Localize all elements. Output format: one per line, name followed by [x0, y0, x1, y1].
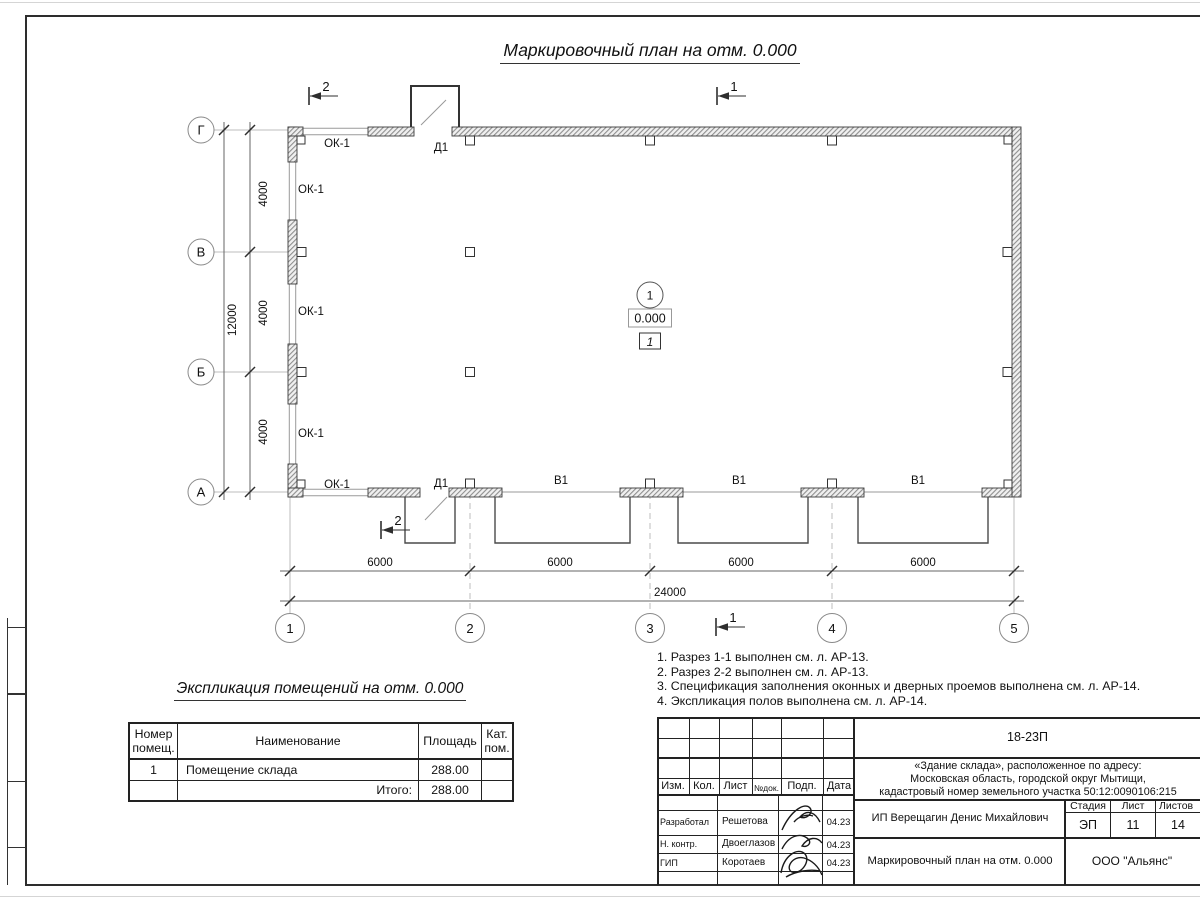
room-number-cell: 1 [129, 759, 178, 780]
dimension-lines [224, 122, 1024, 601]
tb-header-izm: Изм. [661, 780, 685, 792]
tb-name-developer: Решетова [722, 816, 768, 827]
col-room-line1: Номер [134, 727, 173, 741]
window-mark: ОК-1 [298, 306, 324, 318]
note-line: 3. Спецификация заполнения оконных и дверных проемов выполнена см. л. АР-14. [657, 679, 1141, 694]
frame-bottom-line [25, 884, 1200, 886]
explication-title [125, 680, 515, 701]
room-cat-cell [482, 759, 514, 780]
room-name-cell: Помещение склада [178, 759, 419, 780]
section-mark-1-bottom [716, 610, 745, 636]
dim-4000: 4000 [258, 419, 270, 445]
dim-6000: 6000 [367, 557, 393, 569]
gate-mark: В1 [553, 475, 569, 487]
col-area: Площадь [419, 723, 482, 759]
tb-stage-label: Стадия [1070, 800, 1106, 812]
door-mark: Д1 [433, 478, 449, 490]
window-mark: ОК-1 [324, 479, 350, 491]
tb-project-code: 18-23П [1007, 730, 1048, 744]
gate-mark: В1 [731, 475, 747, 487]
tb-sheets-value: 14 [1171, 818, 1185, 832]
tb-sheet-value: 11 [1126, 818, 1140, 832]
total-label-cell: Итого: [178, 780, 419, 801]
note-line: 1. Разрез 1-1 выполнен см. л. АР-13. [657, 650, 869, 664]
explication-title-text: Экспликация помещений на отм. 0.000 [174, 680, 467, 701]
tb-role-developer: Разработал [660, 817, 709, 827]
axis-row-label: Г [197, 122, 205, 138]
tb-header-ndok: №док. [754, 783, 779, 793]
tambour-walls [411, 86, 459, 127]
margin-strip-hline-3 [7, 781, 26, 782]
dim-6000: 6000 [910, 557, 936, 569]
tb-date-ncontr: 04.23 [826, 839, 851, 851]
margin-strip-hline-2 [7, 693, 26, 695]
door-mark: Д1 [433, 142, 449, 154]
col-room-line2: помещ. [132, 741, 175, 755]
empty-cell [129, 780, 178, 801]
explication-table [128, 722, 514, 802]
axis-col-label: 4 [828, 620, 836, 636]
dim-4000: 4000 [258, 181, 270, 207]
svg-text:1: 1 [730, 79, 738, 94]
svg-text:2: 2 [394, 513, 402, 528]
tb-address-line2: Московская область, городской округ Мытищи, [910, 773, 1146, 785]
dim-24000: 24000 [654, 587, 686, 599]
tb-name-gip: Коротаев [722, 856, 766, 868]
window-mark: ОК-1 [298, 184, 324, 196]
svg-text:0.000: 0.000 [634, 311, 666, 326]
total-area-cell: 288.00 [419, 780, 482, 801]
signature-gip [776, 845, 826, 881]
tb-date-developer: 04.23 [826, 817, 851, 828]
svg-text:1: 1 [646, 335, 654, 349]
margin-strip-hline-4 [7, 847, 26, 848]
tb-sheet-label: Лист [1121, 800, 1145, 812]
axis-col-label: 5 [1010, 620, 1018, 636]
note-line: 2. Разрез 2-2 выполнен см. л. АР-13. [657, 664, 869, 679]
tb-date-gip: 04.23 [826, 858, 851, 869]
dim-6000: 6000 [547, 557, 573, 569]
door-swing-top [421, 100, 446, 125]
tb-header-podp: Подп. [787, 780, 817, 792]
tb-address-line1: «Здание склада», расположенное по адресу: [914, 760, 1142, 772]
tb-header-data: Дата [826, 780, 852, 792]
tb-name-ncontr: Двоеглазов [722, 838, 776, 849]
col-name: Наименование [178, 723, 419, 759]
gate-mark: В1 [910, 475, 926, 487]
dim-4000: 4000 [258, 300, 270, 326]
svg-text:2: 2 [322, 79, 330, 94]
note-line: 4. Экспликация полов выполнена см. л. АР-14. [657, 694, 928, 709]
section-mark-2-top [309, 79, 338, 105]
plan-title-text: Маркировочный план на отм. 0.000 [500, 40, 799, 64]
door-swing-bottom [425, 497, 447, 520]
paper-edge-bottom [0, 896, 1200, 897]
tb-organization: ООО "Альянс" [1091, 854, 1173, 868]
axis-col-label: 3 [646, 620, 654, 636]
tb-address-line3: кадастровый номер земельного участка 50:12:0090106:215 [879, 786, 1177, 798]
tb-role-ncontr: Н. контр. [660, 839, 698, 849]
axis-lines [213, 130, 1014, 613]
tb-stage-value: ЭП [1079, 818, 1097, 832]
tb-doc-title: Маркировочный план на отм. 0.000 [867, 855, 1053, 867]
notes-block [657, 650, 1140, 709]
axis-row-label: А [196, 484, 206, 500]
col-cat-line1: Кат. [486, 727, 508, 741]
signature-developer [779, 800, 823, 834]
room-marker [629, 282, 672, 349]
dock-platforms [405, 497, 988, 543]
tb-header-list: Лист [723, 780, 748, 792]
window-mark: ОК-1 [324, 138, 350, 150]
room-area-cell: 288.00 [419, 759, 482, 780]
svg-text:1: 1 [729, 610, 737, 625]
tb-client: ИП Верещагин Денис Михайлович [871, 812, 1049, 824]
window-mark: ОК-1 [298, 428, 324, 440]
dim-6000: 6000 [728, 557, 754, 569]
col-cat-line2: пом. [484, 741, 510, 755]
axis-row-label: В [196, 244, 206, 260]
axis-col-label: 2 [466, 620, 474, 636]
axis-row-label: Б [196, 364, 206, 380]
svg-text:1: 1 [646, 288, 654, 303]
tb-role-gip: ГИП [660, 857, 678, 868]
empty-cell [482, 780, 514, 801]
tb-header-kol: Кол. [693, 780, 715, 792]
axis-col-label: 1 [286, 620, 294, 636]
dim-12000: 12000 [227, 304, 239, 336]
tb-sheets-label: Листов [1159, 800, 1194, 812]
section-mark-1-top [717, 79, 746, 105]
dimension-ticks [219, 125, 1019, 606]
